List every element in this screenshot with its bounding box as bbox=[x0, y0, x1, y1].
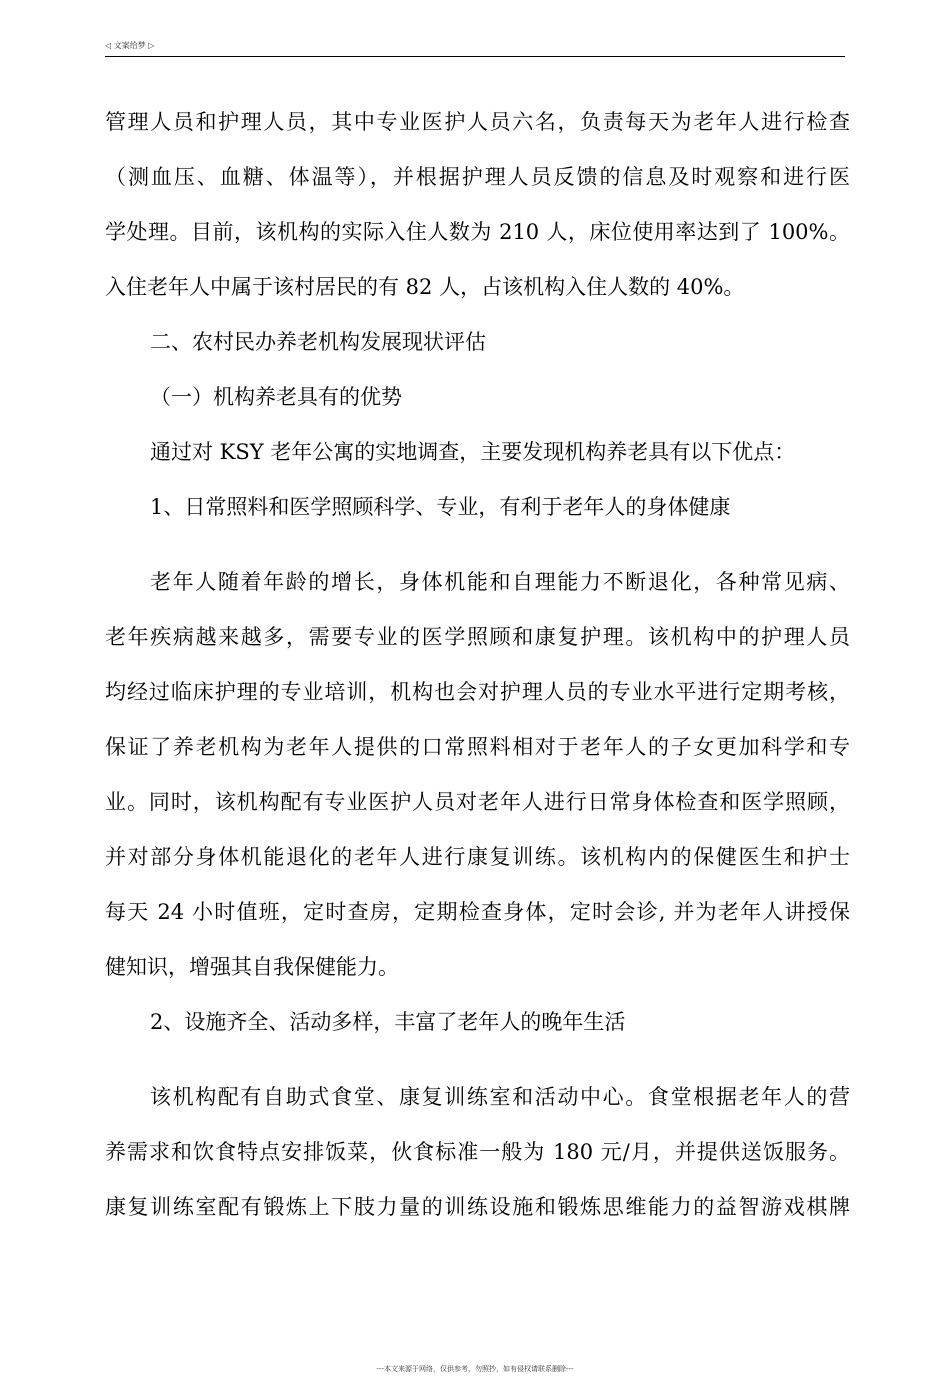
text-line: 学处理。目前，该机构的实际入住人数为 210 人，床位使用率达到了 100%。 bbox=[105, 220, 850, 244]
text-line: 管理人员和护理人员，其中专业医护人员六名，负责每天为老年人进行检查 bbox=[105, 110, 850, 134]
subsection-heading: （一）机构养老具有的优势 bbox=[150, 385, 402, 409]
section-heading: 二、农村民办养老机构发展现状评估 bbox=[150, 330, 486, 354]
text-line: 保证了养老机构为老年人提供的口常照料相对于老年人的子女更加科学和专 bbox=[105, 735, 850, 759]
paragraph-staffing bbox=[105, 95, 850, 315]
page-footer: ---本文来源于网络，仅供参考，勿照抄，如有侵权请联系删除--- bbox=[376, 1365, 574, 1373]
point-heading-1: 1、日常照料和医学照顾科学、专业，有利于老年人的身体健康 bbox=[150, 495, 731, 519]
text-line: 健知识，增强其自我保健能力。 bbox=[105, 955, 399, 979]
paragraph-facilities bbox=[105, 1070, 850, 1235]
paragraph-medical-care bbox=[105, 555, 850, 995]
text-line: 每天 24 小时值班，定时查房，定期检查身体，定时会诊, 并为老年人讲授保 bbox=[105, 900, 850, 924]
intro-paragraph: 通过对 KSY 老年公寓的实地调查，主要发现机构养老具有以下优点： bbox=[150, 440, 796, 464]
text-line: 业。同时，该机构配有专业医护人员对老年人进行日常身体检查和医学照顾， bbox=[105, 790, 850, 814]
spacer bbox=[105, 535, 850, 555]
text-line: 康复训练室配有锻炼上下肢力量的训练设施和锻炼思维能力的益智游戏棋牌 bbox=[105, 1195, 850, 1219]
page-header bbox=[105, 40, 845, 57]
text-line: 老年疾病越来越多，需要专业的医学照顾和康复护理。该机构中的护理人员 bbox=[105, 625, 850, 649]
text-line: 该机构配有自助式食堂、康复训练室和活动中心。食堂根据老年人的营 bbox=[150, 1085, 850, 1109]
document-body bbox=[105, 95, 850, 1235]
text-line: 老年人随着年龄的增长，身体机能和自理能力不断退化，各种常见病、 bbox=[150, 570, 850, 594]
header-text: ◁ 文案给梦 ▷ bbox=[105, 41, 155, 50]
text-line: 养需求和饮食特点安排饭菜，伙食标准一般为 180 元/月，并提供送饭服务。 bbox=[105, 1140, 850, 1164]
point-heading-2: 2、设施齐全、活动多样，丰富了老年人的晚年生活 bbox=[150, 1010, 626, 1034]
text-line: 均经过临床护理的专业培训，机构也会对护理人员的专业水平进行定期考核， bbox=[105, 680, 850, 704]
spacer bbox=[105, 1050, 850, 1070]
text-line: 入住老年人中属于该村居民的有 82 人，占该机构入住人数的 40%。 bbox=[105, 275, 745, 299]
text-line: 并对部分身体机能退化的老年人进行康复训练。该机构内的保健医生和护士 bbox=[105, 845, 850, 869]
text-line: （测血压、血糖、体温等），并根据护理人员反馈的信息及时观察和进行医 bbox=[105, 165, 850, 189]
